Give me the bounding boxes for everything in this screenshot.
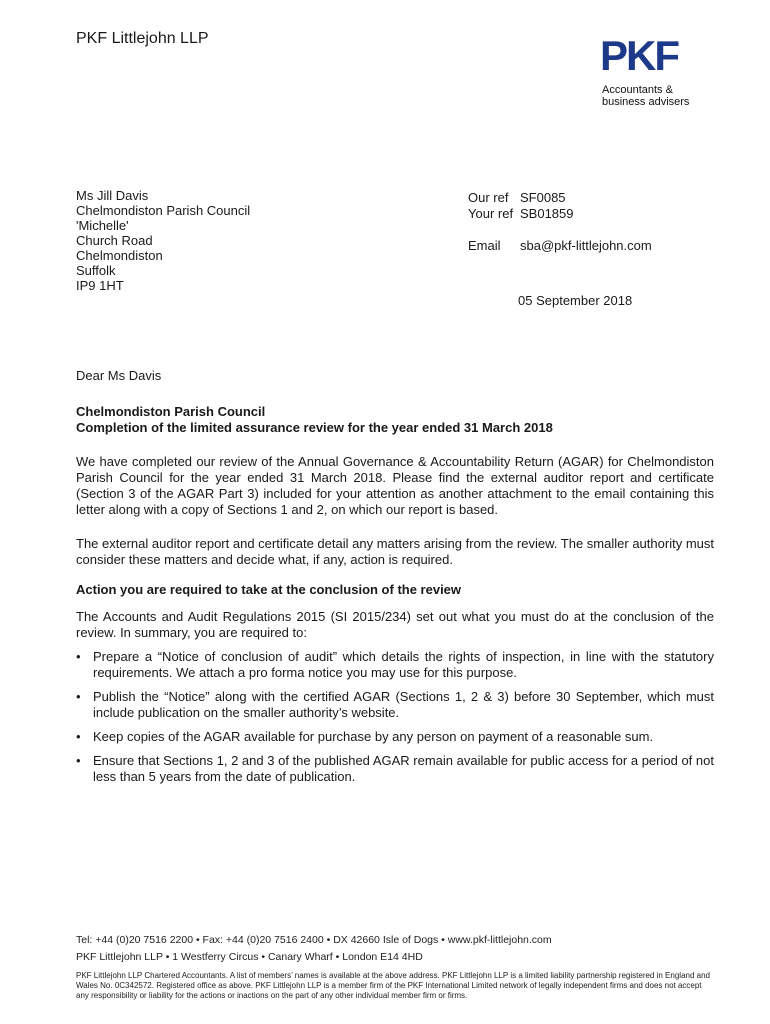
bullet-icon: •: [76, 689, 81, 704]
footer-contact: Tel: +44 (0)20 7516 2200 • Fax: +44 (0)20 7516 2400 • DX 42660 Isle of Dogs • www.pkf-littlejohn.com: [76, 934, 552, 946]
list-item: [76, 729, 714, 745]
list-item-text: Prepare a “Notice of conclusion of audit” which details the rights of inspection, in line with the statutory requirements. We attach a pro forma notice you may use for this purpose.: [93, 649, 714, 680]
address-line: IP9 1HT: [76, 278, 124, 293]
subject-heading-1: Chelmondiston Parish Council: [76, 404, 266, 419]
recipient-address: [76, 188, 250, 293]
letter-body: [76, 368, 714, 793]
firm-name: PKF Littlejohn LLP: [76, 30, 209, 47]
list-item-text: Ensure that Sections 1, 2 and 3 of the published AGAR remain available for public access for a period of not less than 5 years from the date of publication.: [93, 753, 714, 784]
our-ref: [468, 190, 652, 206]
bullet-icon: •: [76, 729, 81, 744]
our-ref-label: Our ref: [468, 190, 509, 205]
footer: [76, 933, 716, 1001]
your-ref-value: SB01859: [520, 206, 574, 221]
address-line: Chelmondiston Parish Council: [76, 203, 251, 218]
our-ref-value: SF0085: [520, 190, 566, 205]
reference-block: [468, 190, 652, 254]
email-value[interactable]: sba@pkf-littlejohn.com: [520, 238, 652, 253]
list-item: [76, 649, 714, 681]
your-ref-label: Your ref: [468, 206, 514, 221]
address-line: 'Michelle': [76, 218, 129, 233]
tagline: [602, 84, 689, 108]
tagline-line-1: Accountants &: [602, 84, 673, 96]
paragraph-3: The Accounts and Audit Regulations 2015 (SI 2015/234) set out what you must do at the conclusion of the review. In summary, you are required to:: [76, 609, 714, 640]
logo-text: PKF: [600, 36, 678, 76]
paragraph-1: We have completed our review of the Annual Governance & Accountability Return (AGAR) for Chelmondiston Parish Council for the year ended 31 March 2018. Please find the external auditor report and certificate (Section 3 of the AGAR Part 3) included for your attention as another attachment to the email containing this letter along with a copy of Sections 1 and 2, on which our report is based.: [76, 454, 714, 517]
address-line: Church Road: [76, 233, 153, 248]
address-line: Chelmondiston: [76, 248, 163, 263]
footer-address: PKF Littlejohn LLP • 1 Westferry Circus • Canary Wharf • London E14 4HD: [76, 951, 423, 963]
list-item: [76, 689, 714, 721]
email-row: [468, 238, 652, 254]
letter-date: 05 September 2018: [518, 293, 633, 308]
list-item-text: Publish the “Notice” along with the certified AGAR (Sections 1, 2 & 3) before 30 September, which must include publication on the smaller authority’s website.: [93, 689, 714, 720]
address-line: Suffolk: [76, 263, 116, 278]
section-heading: Action you are required to take at the conclusion of the review: [76, 582, 462, 597]
tagline-line-2: business advisers: [602, 96, 690, 108]
bullet-icon: •: [76, 649, 81, 664]
list-item-text: Keep copies of the AGAR available for purchase by any person on payment of a reasonable sum.: [93, 729, 654, 744]
email-label: Email: [468, 238, 501, 253]
requirements-list: [76, 649, 714, 785]
subject-heading-2: Completion of the limited assurance review for the year ended 31 March 2018: [76, 420, 553, 435]
salutation: Dear Ms Davis: [76, 368, 162, 383]
footer-legal: PKF Littlejohn LLP Chartered Accountants. A list of members’ names is available at the above address. PKF Littlejohn LLP is a limited liability partnership registered in England and Wales No. 0C342572. Registered office as above. PKF Littlejohn LLP is a member firm of the PKF International Limited network of legally independent firms and does not accept any responsibility or liability for the actions or inactions on the part of any other individual member firm or firms.: [76, 971, 710, 1000]
pkf-logo: [600, 36, 690, 76]
paragraph-2: The external auditor report and certificate detail any matters arising from the review. The smaller authority must consider these matters and decide what, if any, action is required.: [76, 536, 714, 567]
your-ref: [468, 206, 652, 222]
list-item: [76, 753, 714, 785]
bullet-icon: •: [76, 753, 81, 768]
address-line: Ms Jill Davis: [76, 188, 149, 203]
